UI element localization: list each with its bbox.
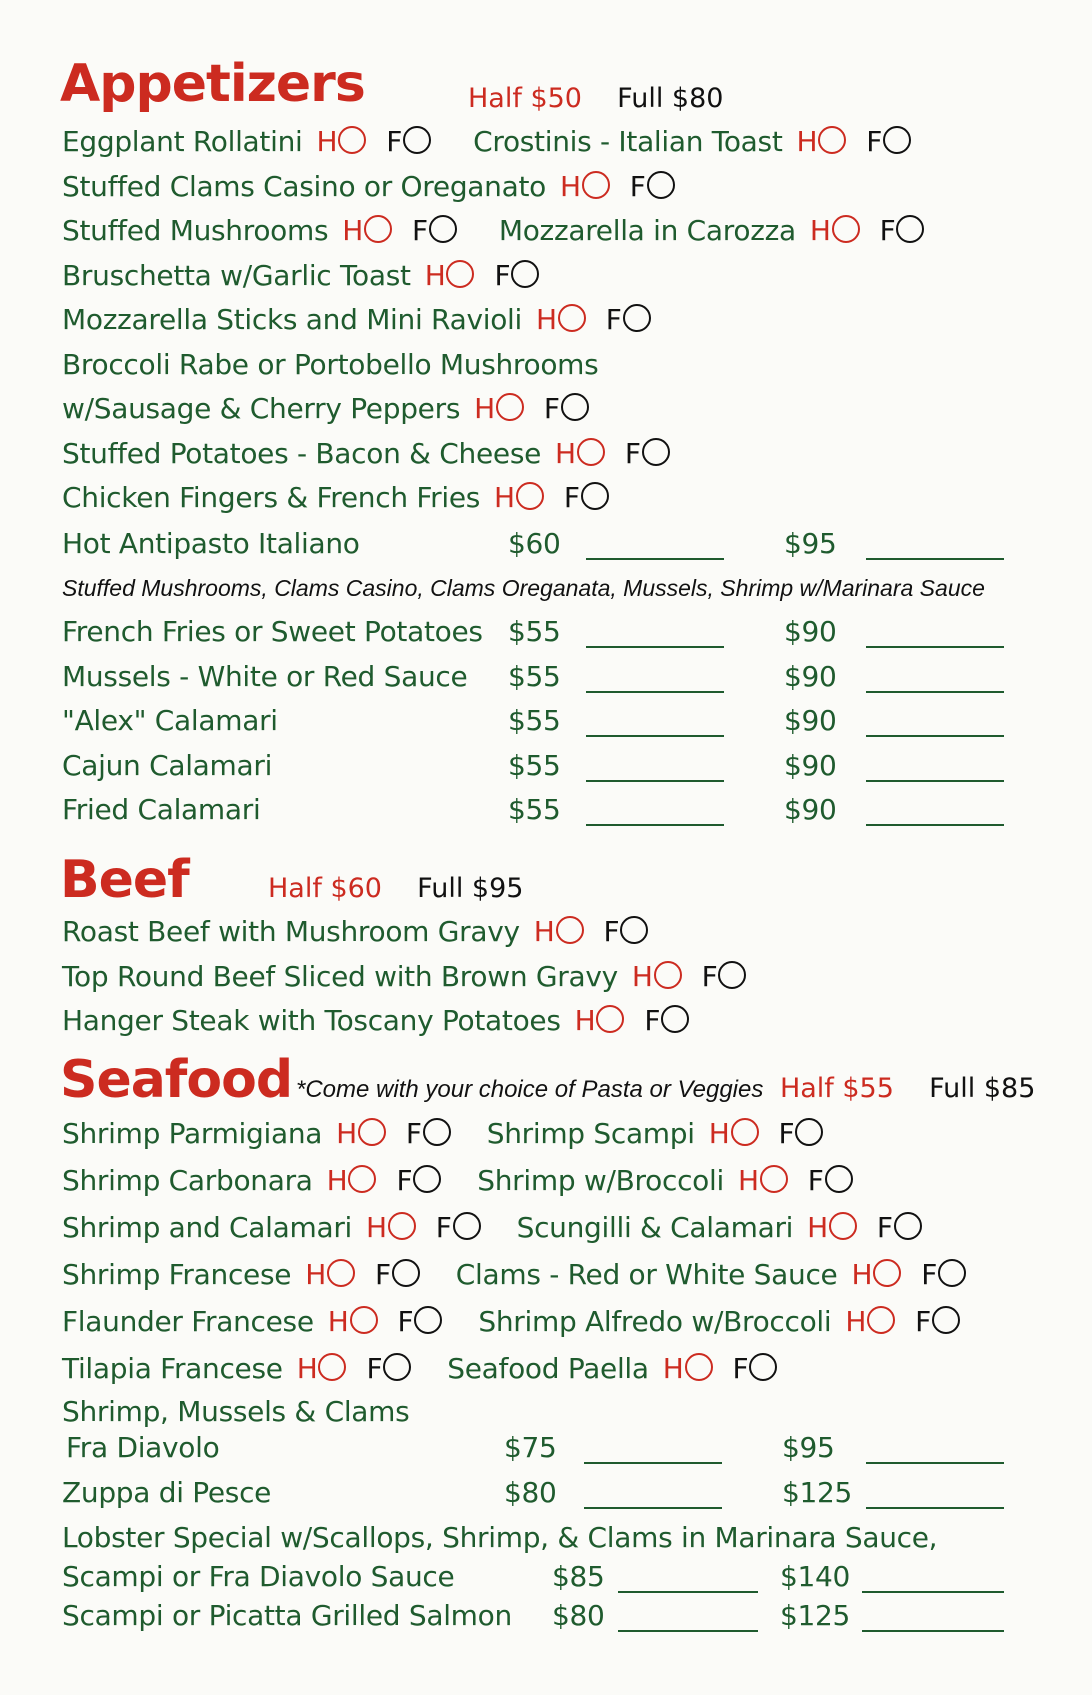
half-qty-blank[interactable]: [586, 780, 724, 782]
full-tray-option[interactable]: [880, 213, 925, 249]
half-tray-option[interactable]: [807, 1210, 857, 1246]
full-tray-label: F: [435, 1211, 452, 1244]
full-qty-blank[interactable]: [866, 1507, 1004, 1509]
menu-row: [62, 213, 944, 249]
half-tray-label: H: [851, 1258, 873, 1291]
menu-item-name: Shrimp Francese: [62, 1258, 292, 1291]
menu-item-name: Eggplant Rollatini: [62, 125, 303, 158]
checkbox-circle-icon[interactable]: [749, 1353, 777, 1381]
menu-item-name: Scungilli & Calamari: [516, 1211, 794, 1244]
beef-half-price: Half $60: [268, 873, 382, 904]
full-tray-label: F: [732, 1352, 749, 1385]
checkbox-circle-icon[interactable]: [795, 1118, 823, 1146]
full-tray-option[interactable]: [386, 124, 431, 160]
menu-item: [477, 1164, 872, 1197]
half-tray-option[interactable]: [738, 1163, 788, 1199]
menu-item-name: Mozzarella in Carozza: [498, 214, 796, 247]
full-tray-label: F: [397, 1305, 414, 1338]
half-tray-label: H: [845, 1305, 867, 1338]
full-tray-label: F: [605, 303, 622, 336]
beef-prices: [268, 872, 523, 906]
menu-item: [456, 1258, 986, 1291]
half-tray-price: $75: [504, 1431, 557, 1464]
full-qty-blank[interactable]: [866, 691, 1004, 693]
menu-item-name: "Alex" Calamari: [62, 704, 278, 737]
full-tray-label: F: [396, 1164, 413, 1197]
menu-item-name: Scampi or Fra Diavolo Sauce: [62, 1560, 455, 1593]
menu-item-name: Stuffed Potatoes - Bacon & Cheese: [62, 436, 542, 470]
menu-row: [62, 391, 609, 427]
half-qty-blank[interactable]: [586, 735, 724, 737]
menu-item-name: Crostinis - Italian Toast: [473, 125, 783, 158]
menu-item-name: Roast Beef with Mushroom Gravy: [62, 915, 520, 948]
half-tray-option[interactable]: [709, 1116, 759, 1152]
full-tray-option[interactable]: [436, 1210, 481, 1246]
menu-item-name: Chicken Fingers & French Fries: [62, 481, 481, 514]
half-tray-option[interactable]: [336, 1116, 386, 1152]
menu-item-name: Hot Antipasto Italiano: [62, 527, 360, 560]
full-tray-price: $90: [784, 615, 837, 648]
checkbox-circle-icon[interactable]: [453, 1212, 481, 1240]
full-tray-option[interactable]: [604, 914, 649, 950]
half-tray-label: H: [494, 481, 515, 514]
half-tray-price: $55: [508, 704, 561, 737]
checkbox-circle-icon[interactable]: [938, 1259, 966, 1287]
full-tray-option[interactable]: [808, 1163, 853, 1199]
full-tray-option[interactable]: [412, 213, 457, 249]
full-tray-option[interactable]: [625, 436, 670, 472]
menu-item-name: Fra Diavolo: [66, 1431, 220, 1464]
menu-row: [62, 480, 629, 516]
half-tray-label: H: [366, 1211, 387, 1244]
checkbox-circle-icon[interactable]: [556, 916, 584, 944]
menu-row: [62, 347, 598, 383]
full-tray-option[interactable]: [564, 480, 609, 516]
menu-item-name: Seafood Paella: [447, 1352, 649, 1385]
half-tray-option[interactable]: [534, 914, 584, 950]
menu-item-name: Stuffed Mushrooms: [62, 214, 329, 247]
full-tray-label: F: [876, 1211, 893, 1244]
half-tray-price: $85: [552, 1560, 605, 1593]
checkbox-circle-icon[interactable]: [383, 1353, 411, 1381]
full-tray-price: $90: [784, 659, 837, 693]
menu-item: [62, 960, 766, 993]
half-qty-blank[interactable]: [584, 1462, 722, 1464]
half-tray-option[interactable]: [663, 1351, 713, 1387]
half-qty-blank[interactable]: [586, 691, 724, 693]
menu-row: [62, 258, 559, 294]
checkbox-circle-icon[interactable]: [760, 1165, 788, 1193]
menu-item-name: Fried Calamari: [62, 793, 261, 826]
checkbox-circle-icon[interactable]: [620, 916, 648, 944]
full-tray-option[interactable]: [702, 959, 747, 995]
half-tray-label: H: [316, 125, 338, 158]
checkbox-circle-icon[interactable]: [561, 393, 589, 421]
checkbox-circle-icon[interactable]: [883, 126, 911, 154]
checkbox-circle-icon[interactable]: [867, 1306, 895, 1334]
full-tray-price: $95: [784, 527, 837, 560]
checkbox-circle-icon[interactable]: [642, 438, 670, 466]
menu-item-name: Top Round Beef Sliced with Brown Gravy: [62, 959, 618, 993]
full-qty-blank[interactable]: [866, 1462, 1004, 1464]
menu-row: [62, 959, 766, 995]
menu-item-name: Shrimp and Calamari: [62, 1211, 353, 1244]
checkbox-circle-icon[interactable]: [932, 1306, 960, 1334]
menu-item-name: Shrimp Alfredo w/Broccoli: [478, 1305, 832, 1338]
menu-item-name: Hanger Steak with Toscany Potatoes: [62, 1004, 561, 1037]
seafood-title: Seafood: [60, 1050, 293, 1110]
checkbox-circle-icon[interactable]: [338, 126, 366, 154]
full-tray-option[interactable]: [606, 302, 651, 338]
half-tray-option[interactable]: [474, 391, 524, 427]
half-tray-label: H: [536, 303, 557, 336]
half-tray-label: H: [555, 436, 576, 470]
checkbox-circle-icon[interactable]: [358, 1118, 386, 1146]
full-tray-label: F: [563, 481, 580, 514]
menu-item-name: Broccoli Rabe or Portobello Mushrooms: [62, 347, 599, 381]
half-tray-label: H: [305, 1258, 326, 1291]
checkbox-circle-icon[interactable]: [829, 1212, 857, 1240]
half-tray-option[interactable]: [305, 1257, 355, 1293]
menu-item-name: Tilapia Francese: [62, 1352, 283, 1385]
half-qty-blank[interactable]: [618, 1591, 758, 1593]
half-tray-option[interactable]: [494, 480, 544, 516]
checkbox-circle-icon[interactable]: [318, 1353, 346, 1381]
full-tray-label: F: [543, 392, 560, 425]
menu-row: [62, 1210, 942, 1246]
half-tray-option[interactable]: [327, 1163, 377, 1199]
checkbox-circle-icon[interactable]: [718, 961, 746, 989]
half-tray-price: $60: [508, 527, 561, 560]
half-tray-label: H: [809, 214, 831, 247]
full-tray-price: $140: [780, 1560, 851, 1593]
checkbox-circle-icon[interactable]: [350, 1306, 378, 1334]
half-tray-option[interactable]: [342, 213, 392, 249]
checkbox-circle-icon[interactable]: [647, 171, 675, 199]
menu-row: [62, 1304, 980, 1340]
half-tray-option[interactable]: [317, 124, 367, 160]
checkbox-circle-icon[interactable]: [414, 1306, 442, 1334]
menu-row: [62, 1163, 873, 1199]
half-tray-option[interactable]: [555, 436, 605, 472]
half-tray-label: H: [631, 959, 653, 993]
half-qty-blank[interactable]: [586, 646, 724, 648]
full-tray-label: F: [644, 1004, 661, 1037]
menu-item: [447, 1352, 797, 1385]
checkbox-circle-icon[interactable]: [327, 1259, 355, 1287]
menu-row: [62, 302, 671, 338]
full-qty-blank[interactable]: [866, 646, 1004, 648]
full-tray-option[interactable]: [644, 1003, 689, 1039]
full-tray-price: $125: [782, 1476, 853, 1509]
menu-item-name: Shrimp Carbonara: [62, 1164, 313, 1197]
checkbox-circle-icon[interactable]: [348, 1165, 376, 1193]
menu-row: [62, 1003, 709, 1039]
menu-item: [62, 915, 668, 948]
half-tray-label: H: [424, 258, 446, 292]
full-tray-price: $95: [782, 1431, 835, 1464]
half-tray-option[interactable]: [632, 959, 682, 995]
half-tray-label: H: [474, 392, 495, 425]
checkbox-circle-icon[interactable]: [413, 1165, 441, 1193]
half-tray-price: $55: [508, 748, 561, 782]
checkbox-circle-icon[interactable]: [446, 260, 474, 288]
checkbox-circle-icon[interactable]: [623, 304, 651, 332]
seafood-note: *Come with your choice of Pasta or Veggies: [296, 1076, 764, 1103]
full-tray-label: F: [494, 258, 511, 292]
half-tray-label: H: [708, 1117, 730, 1150]
checkbox-circle-icon[interactable]: [423, 1118, 451, 1146]
full-tray-label: F: [866, 125, 883, 158]
full-tray-label: F: [807, 1164, 824, 1197]
full-tray-option[interactable]: [733, 1351, 778, 1387]
menu-item: [62, 437, 690, 470]
half-tray-label: H: [336, 1117, 357, 1150]
half-tray-option[interactable]: [810, 213, 860, 249]
full-tray-option[interactable]: [406, 1116, 451, 1152]
checkbox-circle-icon[interactable]: [496, 393, 524, 421]
menu-row: [62, 1351, 797, 1387]
menu-item: [62, 392, 609, 425]
half-tray-label: H: [533, 915, 555, 948]
appetizers-full-price: Full $80: [617, 83, 724, 114]
menu-row: [62, 169, 695, 205]
menu-item: [62, 214, 477, 247]
appetizers-prices: [468, 82, 723, 116]
full-tray-price: $90: [784, 748, 837, 782]
antipasto-note: Stuffed Mushrooms, Clams Casino, Clams Oreganata, Mussels, Shrimp w/Marinara Sauce: [62, 575, 985, 601]
beef-full-price: Full $95: [417, 873, 524, 904]
half-tray-label: H: [326, 1164, 348, 1197]
menu-item: [62, 170, 695, 203]
half-tray-option[interactable]: [425, 258, 475, 294]
half-tray-label: H: [327, 1305, 349, 1338]
half-qty-blank[interactable]: [586, 824, 724, 826]
full-tray-option[interactable]: [866, 124, 911, 160]
checkbox-circle-icon[interactable]: [896, 215, 924, 243]
full-qty-blank[interactable]: [866, 558, 1004, 560]
full-tray-label: F: [701, 959, 718, 993]
menu-item-name: Stuffed Clams Casino or Oreganato: [62, 169, 546, 203]
menu-row: [62, 1257, 986, 1293]
menu-item: [62, 481, 629, 514]
full-tray-option[interactable]: [544, 391, 589, 427]
half-tray-option[interactable]: [328, 1304, 378, 1340]
half-qty-blank[interactable]: [584, 1507, 722, 1509]
half-qty-blank[interactable]: [618, 1630, 758, 1632]
menu-item: [62, 1211, 501, 1244]
half-tray-label: H: [807, 1211, 828, 1244]
half-qty-blank[interactable]: [586, 558, 724, 560]
checkbox-circle-icon[interactable]: [596, 1005, 624, 1033]
menu-item-name: Scampi or Picatta Grilled Salmon: [62, 1599, 512, 1632]
checkbox-circle-icon[interactable]: [511, 260, 539, 288]
full-tray-label: F: [921, 1258, 938, 1291]
checkbox-circle-icon[interactable]: [558, 304, 586, 332]
checkbox-circle-icon[interactable]: [731, 1118, 759, 1146]
menu-item-name: Flaunder Francese: [62, 1305, 314, 1338]
checkbox-circle-icon[interactable]: [873, 1259, 901, 1287]
checkbox-circle-icon[interactable]: [364, 215, 392, 243]
full-tray-label: F: [624, 436, 641, 470]
menu-item: [62, 348, 598, 381]
checkbox-circle-icon[interactable]: [832, 215, 860, 243]
menu-row: [62, 1116, 843, 1152]
checkbox-circle-icon[interactable]: [392, 1259, 420, 1287]
full-tray-option[interactable]: [921, 1257, 966, 1293]
menu-row: [62, 124, 931, 160]
appetizers-half-price: Half $50: [468, 83, 582, 114]
full-tray-option[interactable]: [494, 258, 539, 294]
menu-item-name: Zuppa di Pesce: [62, 1476, 272, 1509]
full-tray-label: F: [386, 125, 403, 158]
full-tray-option[interactable]: [366, 1351, 411, 1387]
half-tray-label: H: [574, 1004, 596, 1037]
half-tray-label: H: [296, 1352, 318, 1385]
menu-item-name: Shrimp Scampi: [486, 1117, 695, 1150]
menu-item-name: Clams - Red or White Sauce: [455, 1258, 838, 1291]
half-tray-option[interactable]: [797, 124, 847, 160]
menu-item-name: Shrimp Parmigiana: [62, 1117, 323, 1150]
checkbox-circle-icon[interactable]: [818, 126, 846, 154]
menu-row: [62, 914, 668, 950]
menu-item: [473, 125, 931, 158]
menu-item: [62, 303, 671, 336]
checkbox-circle-icon[interactable]: [581, 482, 609, 510]
full-qty-blank[interactable]: [866, 735, 1004, 737]
menu-item-name: Shrimp w/Broccoli: [477, 1164, 724, 1197]
menu-item: [62, 125, 451, 158]
full-tray-option[interactable]: [398, 1304, 443, 1340]
menu-item: [62, 1258, 440, 1291]
full-qty-blank[interactable]: [862, 1630, 1004, 1632]
menu-item: [62, 1352, 431, 1385]
checkbox-circle-icon[interactable]: [825, 1165, 853, 1193]
full-tray-option[interactable]: [396, 1163, 441, 1199]
menu-item: [62, 1004, 709, 1037]
full-tray-label: F: [603, 915, 620, 948]
full-tray-option[interactable]: [630, 169, 675, 205]
beef-title: Beef: [60, 850, 189, 910]
checkbox-circle-icon[interactable]: [582, 171, 610, 199]
half-tray-price: $55: [508, 793, 561, 826]
menu-item-name: Bruschetta w/Garlic Toast: [62, 258, 411, 292]
menu-item-name: Mozzarella Sticks and Mini Ravioli: [62, 303, 522, 336]
half-tray-label: H: [737, 1164, 759, 1197]
half-tray-label: H: [662, 1352, 684, 1385]
seafood-header: [296, 1072, 1035, 1107]
menu-item: [478, 1305, 980, 1338]
full-tray-price: $90: [784, 704, 837, 737]
seafood-half-price: Half $55: [779, 1073, 894, 1104]
appetizers-title: Appetizers: [60, 54, 365, 114]
half-tray-option[interactable]: [366, 1210, 416, 1246]
half-tray-price: $80: [504, 1476, 557, 1509]
menu-item-name: Shrimp, Mussels & Clams: [62, 1395, 410, 1428]
checkbox-circle-icon[interactable]: [661, 1005, 689, 1033]
full-qty-blank[interactable]: [862, 1591, 1004, 1593]
menu-item: [517, 1211, 942, 1244]
half-tray-option[interactable]: [845, 1304, 895, 1340]
menu-item-name: Mussels - White or Red Sauce: [62, 659, 468, 693]
menu-item: [62, 1305, 462, 1338]
half-tray-price: $55: [508, 615, 561, 648]
half-tray-price: $55: [508, 659, 561, 693]
full-tray-option[interactable]: [915, 1304, 960, 1340]
half-tray-price: $80: [552, 1599, 605, 1632]
checkbox-circle-icon[interactable]: [388, 1212, 416, 1240]
half-tray-option[interactable]: [575, 1003, 625, 1039]
menu-item: [62, 1117, 471, 1150]
full-tray-label: F: [915, 1305, 931, 1338]
full-tray-label: F: [366, 1352, 383, 1385]
menu-item-name: w/Sausage & Cherry Peppers: [62, 392, 461, 425]
half-tray-label: H: [342, 214, 364, 247]
half-tray-option[interactable]: [851, 1257, 901, 1293]
checkbox-circle-icon[interactable]: [429, 215, 457, 243]
checkbox-circle-icon[interactable]: [516, 482, 544, 510]
seafood-full-price: Full $85: [929, 1073, 1036, 1104]
full-tray-price: $90: [784, 793, 837, 826]
menu-item-name: French Fries or Sweet Potatoes: [62, 615, 483, 648]
full-tray-price: $125: [780, 1599, 851, 1632]
half-tray-label: H: [559, 169, 581, 203]
half-tray-label: H: [796, 125, 818, 158]
checkbox-circle-icon[interactable]: [403, 126, 431, 154]
menu-item-name: Lobster Special w/Scallops, Shrimp, & Clams in Marinara Sauce,: [62, 1521, 938, 1554]
checkbox-circle-icon[interactable]: [577, 438, 605, 466]
half-tray-option[interactable]: [560, 169, 610, 205]
half-tray-option[interactable]: [297, 1351, 347, 1387]
checkbox-circle-icon[interactable]: [654, 961, 682, 989]
full-tray-label: F: [405, 1117, 422, 1150]
menu-item: [487, 1117, 844, 1150]
full-qty-blank[interactable]: [866, 780, 1004, 782]
full-tray-label: F: [374, 1258, 391, 1291]
full-tray-label: F: [412, 214, 428, 247]
menu-item-name: Cajun Calamari: [62, 748, 273, 782]
menu-row: [62, 436, 690, 472]
full-tray-option[interactable]: [779, 1116, 824, 1152]
menu-item: [62, 1164, 461, 1197]
full-tray-option[interactable]: [877, 1210, 922, 1246]
menu-item: [499, 214, 945, 247]
checkbox-circle-icon[interactable]: [685, 1353, 713, 1381]
full-qty-blank[interactable]: [866, 824, 1004, 826]
full-tray-label: F: [778, 1117, 795, 1150]
full-tray-label: F: [629, 169, 646, 203]
half-tray-option[interactable]: [536, 302, 586, 338]
menu-item: [62, 259, 559, 292]
checkbox-circle-icon[interactable]: [894, 1212, 922, 1240]
full-tray-label: F: [879, 214, 896, 247]
full-tray-option[interactable]: [375, 1257, 420, 1293]
